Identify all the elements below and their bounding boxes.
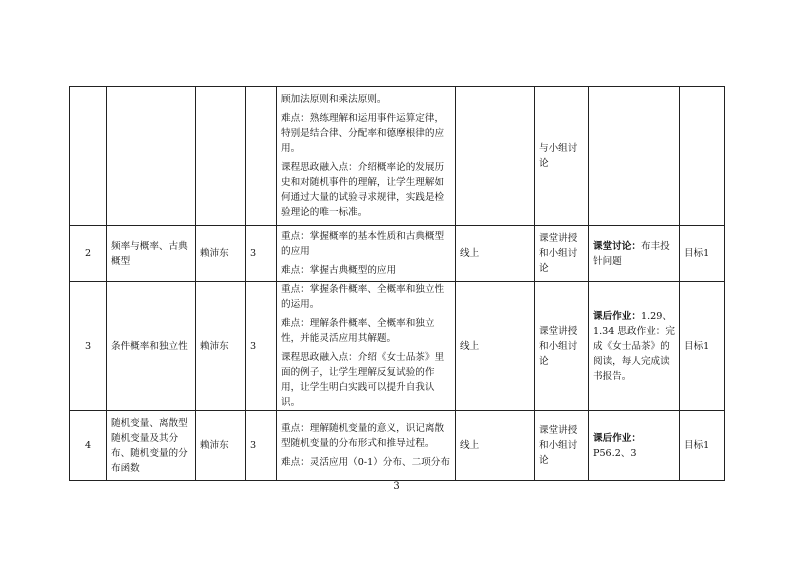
content-text: 重点：理解随机变量的意义，识记离散型随机变量的分布形式和推导过程。 [281, 423, 445, 449]
task-text: 布丰投针问题 [593, 240, 670, 267]
topic-cell [107, 87, 196, 226]
content-cell [277, 87, 456, 226]
task-label: 课后作业： [593, 432, 641, 444]
topic-cell: 随机变量、离散型随机变量及其分布、随机变量的分布函数 [107, 411, 196, 481]
hours-cell: 3 [246, 411, 277, 481]
content-cell [277, 282, 456, 411]
content-text: 课程思政融入点：介绍《女士品茶》里面的例子，让学生理解反复试验的作用，让学生明白实践可以提升自我认识。 [281, 352, 445, 408]
method-cell: 与小组讨论 [535, 87, 589, 226]
table-row [70, 226, 725, 282]
content-text: 重点：掌握条件概率、全概率和独立性的运用。 [281, 284, 445, 310]
content-text: 顾加法原则和乘法原则。 [281, 94, 387, 105]
row-number: 2 [70, 226, 107, 282]
hours-cell: 3 [246, 282, 277, 411]
table-row [70, 282, 725, 411]
teacher-cell: 赖沛东 [196, 411, 246, 481]
goal-cell: 目标1 [680, 226, 725, 282]
task-label: 课后作业： [593, 310, 641, 322]
content-cell [277, 411, 456, 481]
task-text: P56.2、3 [593, 447, 637, 459]
hours-cell: 3 [246, 226, 277, 282]
teacher-cell: 赖沛东 [196, 282, 246, 411]
content-text: 难点：理解条件概率、全概率和独立性，并能灵活应用其解题。 [281, 318, 435, 344]
mode-cell [456, 87, 535, 226]
content-text: 难点：熟练理解和运用事件运算定律，特别是结合律、分配率和德摩根律的应用。 [281, 113, 445, 154]
row-number: 3 [70, 282, 107, 411]
goal-cell: 目标1 [680, 282, 725, 411]
row-number: 4 [70, 411, 107, 481]
teacher-cell [196, 87, 246, 226]
topic-cell: 频率与概率、古典概型 [107, 226, 196, 282]
hours-cell [246, 87, 277, 226]
mode-cell: 线上 [456, 226, 535, 282]
content-text: 课程思政融入点：介绍概率论的发展历史和对随机事件的理解，让学生理解如何通过大量的试验寻求规律，实践是检验理论的唯一标准。 [281, 162, 445, 218]
task-text: 1.29、1.34 思政作业：完成《女士品茶》的阅读，每人完成读书报告。 [593, 310, 675, 382]
table-row [70, 87, 725, 226]
content-text: 重点：掌握概率的基本性质和古典概型的应用 [281, 231, 445, 257]
task-label: 课堂讨论： [593, 240, 641, 252]
goal-cell [680, 87, 725, 226]
content-text: 难点：灵活应用（0-1）分布、二项分布 [281, 457, 450, 468]
content-cell [277, 226, 456, 282]
task-cell [589, 226, 680, 282]
task-cell [589, 411, 680, 481]
goal-cell: 目标1 [680, 411, 725, 481]
method-cell: 课堂讲授和小组讨论 [535, 411, 589, 481]
teacher-cell: 赖沛东 [196, 226, 246, 282]
task-cell [589, 87, 680, 226]
topic-cell: 条件概率和独立性 [107, 282, 196, 411]
task-cell [589, 282, 680, 411]
table-row [70, 411, 725, 481]
course-schedule-table [69, 86, 725, 481]
row-number [70, 87, 107, 226]
method-cell: 课堂讲授和小组讨论 [535, 226, 589, 282]
mode-cell: 线上 [456, 411, 535, 481]
mode-cell: 线上 [456, 282, 535, 411]
method-cell: 课堂讲授和小组讨论 [535, 282, 589, 411]
content-text: 难点：掌握古典概型的应用 [281, 265, 397, 276]
page-number: 3 [393, 481, 400, 492]
